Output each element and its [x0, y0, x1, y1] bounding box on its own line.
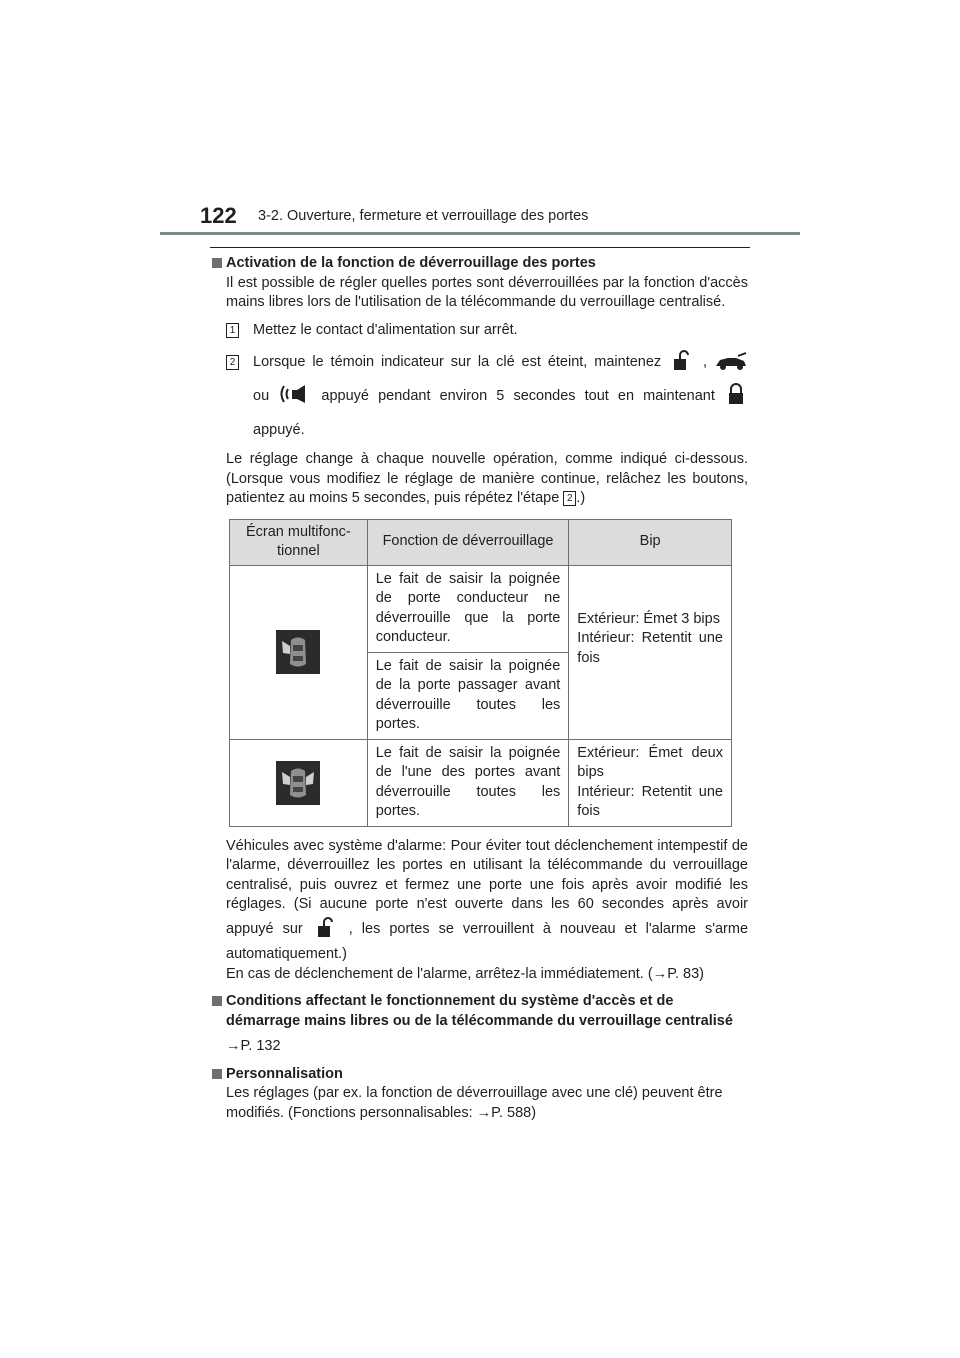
section-heading-personalisation: Personnalisation [212, 1065, 748, 1085]
table-header: Bip [569, 519, 732, 565]
step-reference: 2 [563, 491, 576, 506]
section-heading-conditions: Conditions affectant le fonctionnement du système d'accès et de démarrage mains libres ou de la télécommande du verrouillage centralisé [212, 992, 748, 1031]
page-number: 122 [200, 203, 237, 228]
alarm-paragraph: Véhicules avec système d'alarme: Pour éviter tout déclenchement intempestif de l'alarme, déverrouillez les portes en utilisant la télécommande du verrouillage centralisé, puis ouvrez et fermez une porte une fois après avoir modifié les réglages. (Si aucune porte n'est ouverte dans les 60 secondes après avoir appuyé sur , les portes se verrouillent à nouveau et l'alarme s'arme automatiquement.) [226, 837, 749, 962]
setting-change-paragraph: Le réglage change à chaque nouvelle opération, comme indiqué ci-dessous. (Lorsque vous modifiez le réglage de manière continue, relâchez les boutons, patientez au moins 5 secondes, puis répétez l'étape 2 .) [226, 451, 748, 506]
table-cell-function: Le fait de saisir la poignée de la porte passager avant déverrouille toutes les portes. [367, 652, 569, 739]
table-cell-bip: Extérieur: Émet 3 bips Intérieur: Retentit une fois [569, 565, 732, 739]
table-cell-function: Le fait de saisir la poignée de porte conducteur ne déverrouille que la porte conducteur. [367, 565, 569, 652]
step-number: 1 [226, 323, 239, 338]
bullet-square-icon [212, 258, 222, 268]
panic-alarm-icon [278, 382, 312, 416]
unlock-icon [668, 348, 696, 382]
bullet-square-icon [212, 996, 222, 1006]
step-number: 2 [226, 355, 239, 370]
bullet-square-icon [212, 1069, 222, 1079]
table-cell-bip: Extérieur: Émet deux bips Intérieur: Retentit une fois [569, 739, 732, 826]
unlock-icon [312, 915, 340, 946]
table-header: Écran multifonc- tionnel [230, 519, 368, 565]
unlock-function-table [229, 519, 732, 827]
table-cell-display [230, 739, 368, 826]
intro-paragraph: Il est possible de régler quelles portes sont déverrouillées par la fonction d'accès mains libres lors de l'utilisation de la télécommande du verrouillage centralisé. [226, 274, 748, 310]
personalisation-paragraph: Les réglages (par ex. la fonction de déverrouillage avec une clé) peuvent être modifiés. (Fonctions personnalisables: →P. 588) [226, 1085, 723, 1121]
lock-icon [724, 382, 748, 416]
table-cell-function: Le fait de saisir la poignée de l'une des portes avant déverrouille toutes les portes. [367, 739, 569, 826]
step-1: 1 Mettez le contact d'alimentation sur arrêt. [226, 321, 748, 341]
trunk-car-icon [714, 352, 748, 382]
conditions-reference: →P. 132 [226, 1038, 281, 1054]
table-header: Fonction de déverrouillage [367, 519, 569, 565]
multi-display-front-doors-icon [276, 761, 320, 805]
alarm-trigger-paragraph: En cas de déclenchement de l'alarme, arrêtez-la immédiatement. (→P. 83) [226, 965, 705, 982]
table-cell-display [230, 565, 368, 739]
section-heading-activation: Activation de la fonction de déverrouillage des portes [212, 254, 748, 274]
step-2: 2 Lorsque le témoin indicateur sur la clé est éteint, maintenez , ou appuyé pendant environ 5 secondes tout en maintenant appuyé. [226, 348, 748, 444]
page-content [212, 254, 748, 1123]
content-rule [210, 247, 750, 248]
multi-display-driver-door-icon [276, 630, 320, 674]
header-rule [160, 232, 800, 235]
section-title: 3-2. Ouverture, fermeture et verrouillage des portes [258, 208, 589, 224]
